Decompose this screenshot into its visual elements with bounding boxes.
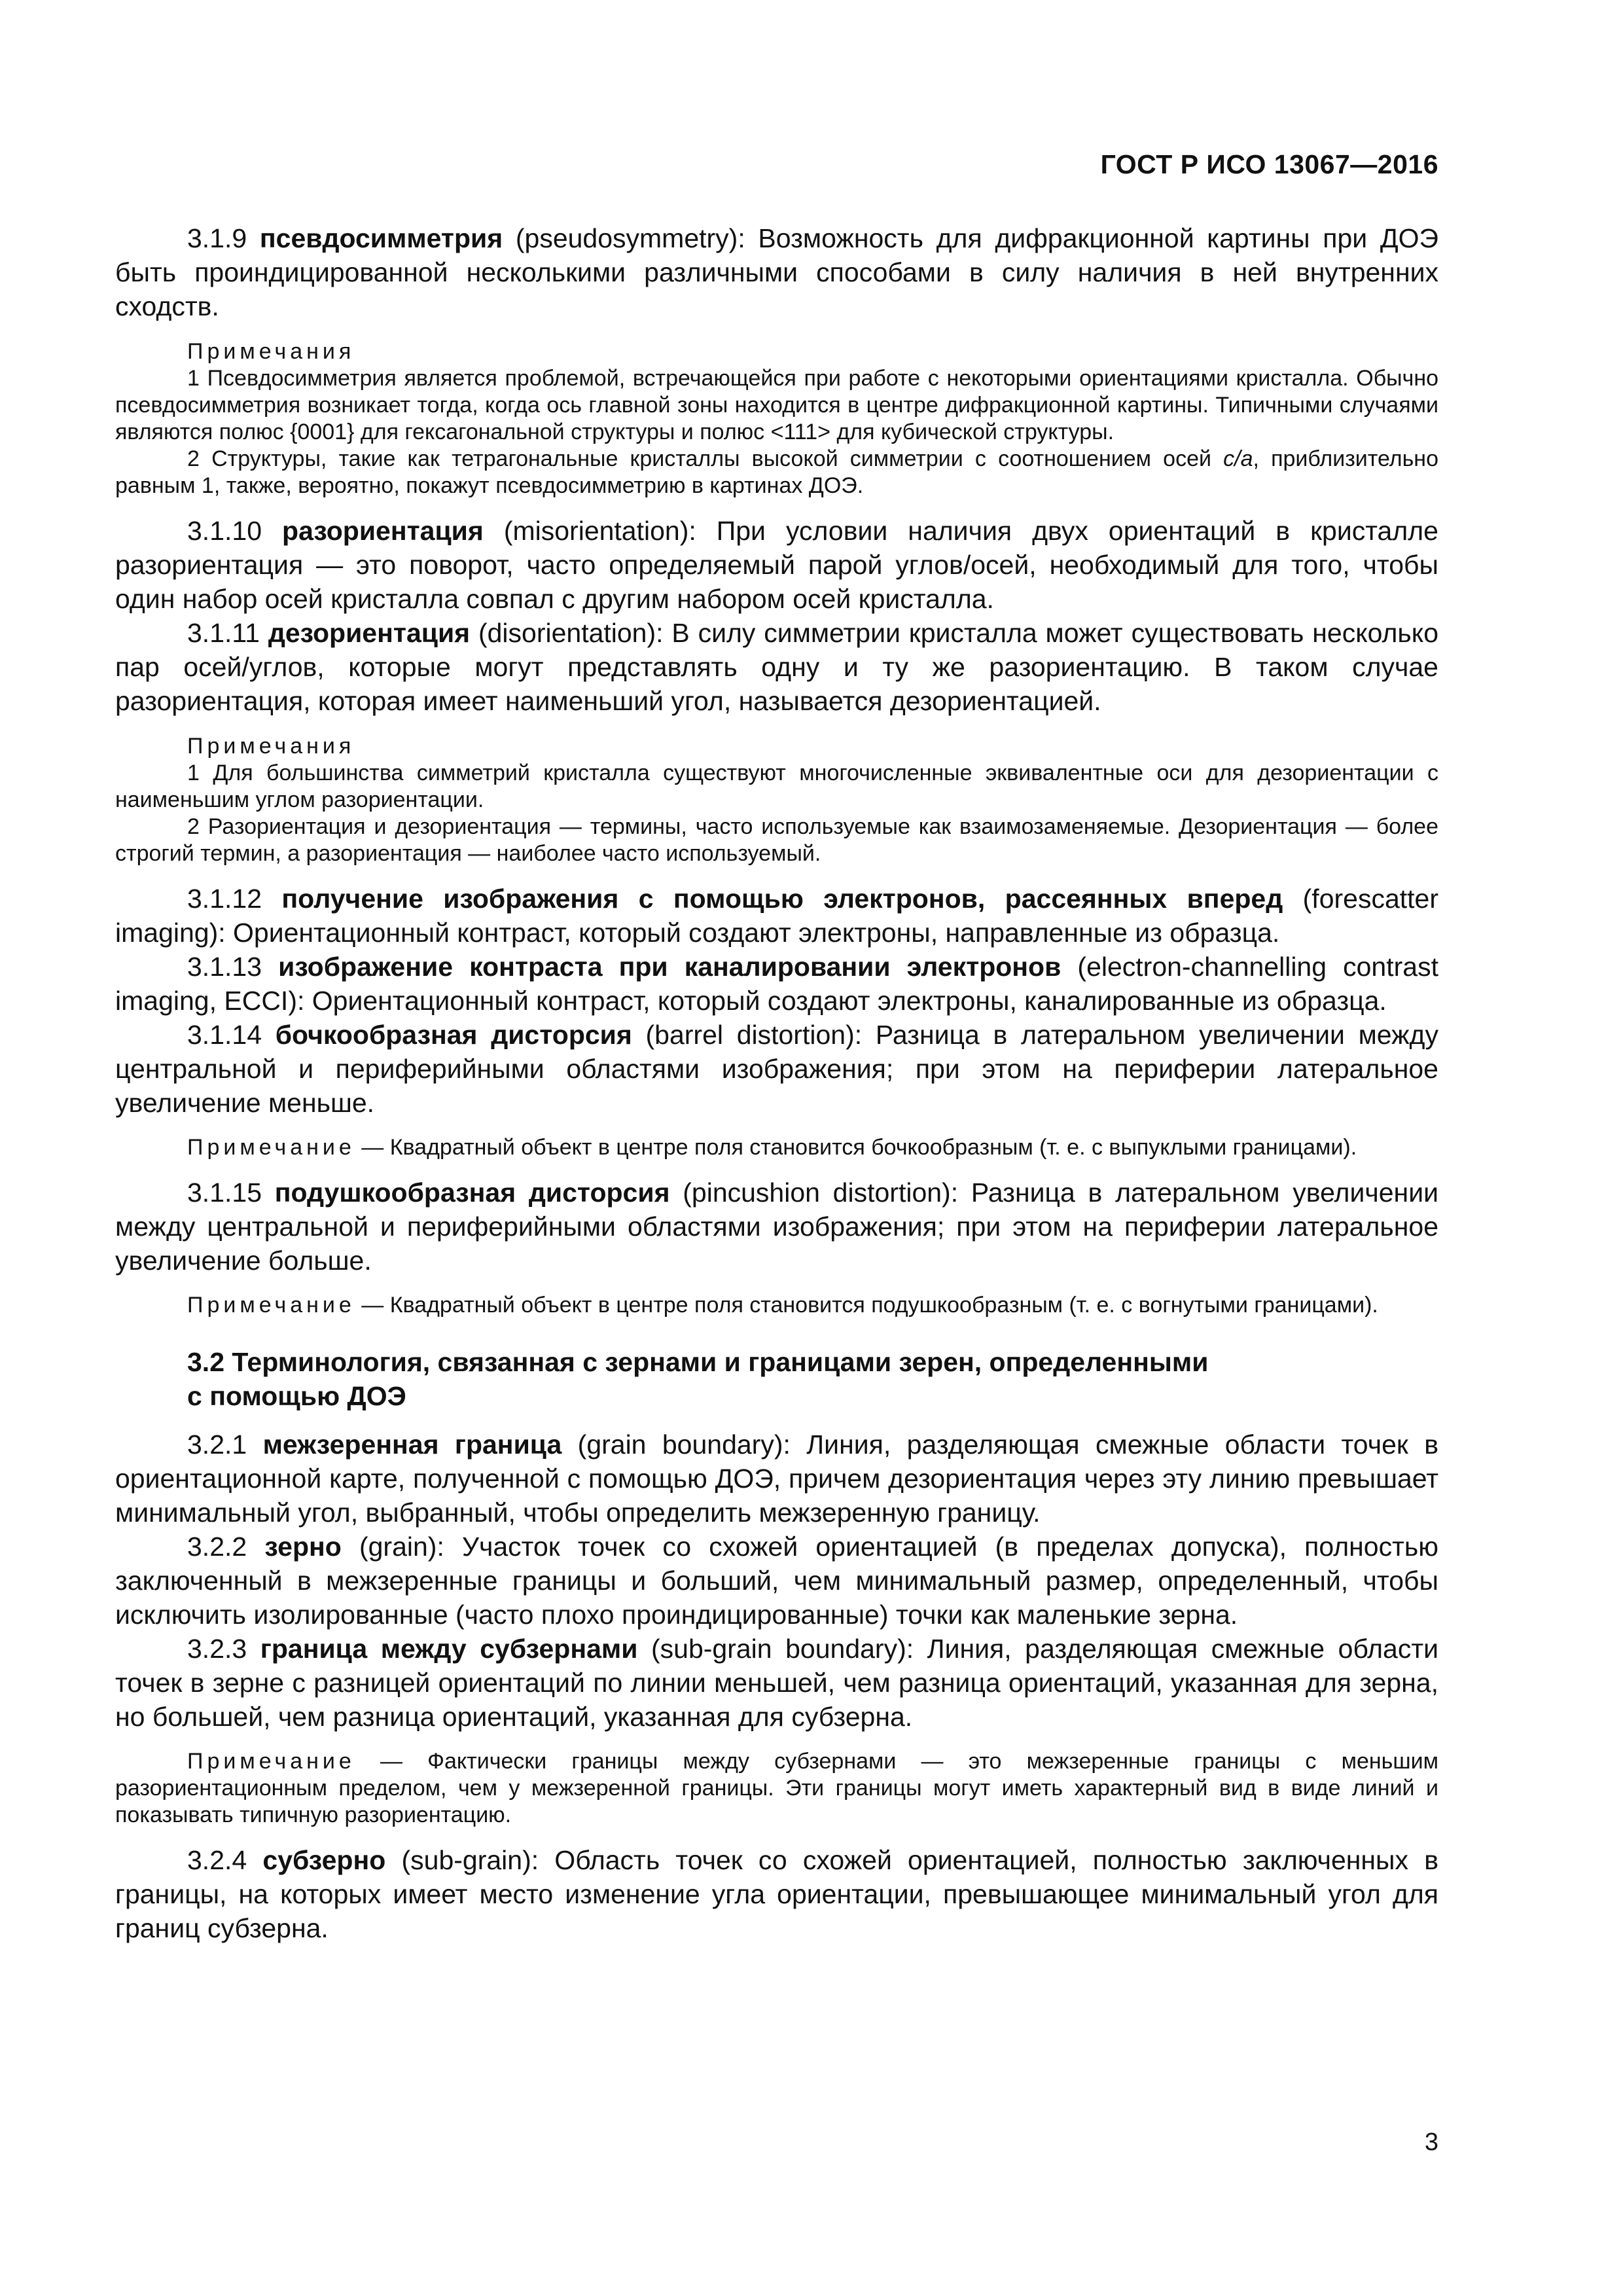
- term-definition: (grain): Участок точек со схожей ориентацией (в пределах допуска), полностью заключенный в межзеренные границы и больший, чем минимальный размер, определенный, чтобы исключить изолированные (часто плохо проиндицированные) точки как маленькие зерна.: [115, 1532, 1438, 1630]
- term-number: 3.1.15: [187, 1177, 262, 1208]
- note-label: Примечание: [187, 1135, 355, 1160]
- page-number: 3: [1424, 2128, 1438, 2156]
- term-3-2-2: [115, 1530, 1438, 1632]
- term-3-2-1: [115, 1427, 1438, 1530]
- term-number: 3.1.11: [187, 618, 260, 648]
- note-single: [115, 1134, 1438, 1161]
- note-item: 1 Для большинства симметрий кристалла существуют многочисленные эквивалентные оси для дезориентации с наименьшим углом разориентации.: [115, 761, 1438, 812]
- note-item: 2 Разориентация и дезориентация — термины, часто используемые как взаимозаменяемые. Дезориентация — более строгий термин, а разориентация — наиболее часто используемый.: [115, 814, 1438, 866]
- term-3-2-3: [115, 1632, 1438, 1734]
- term-3-1-13: [115, 950, 1438, 1018]
- term-definition: (forescatter imaging): Ориентационный контраст, который создают электроны, направленные из образца.: [115, 884, 1438, 948]
- term-3-1-12: [115, 882, 1438, 950]
- document-body: [115, 221, 1438, 1945]
- section-heading: 3.2 Терминология, связанная с зернами и границами зерен, определенными с помощью ДОЭ: [187, 1347, 1209, 1411]
- term-title: межзеренная граница: [262, 1429, 562, 1460]
- term-number: 3.1.13: [187, 952, 262, 982]
- term-title: разориентация: [282, 516, 484, 546]
- term-number: 3.1.10: [187, 516, 262, 546]
- term-title: дезориентация: [268, 618, 471, 648]
- term-number: 3.1.14: [187, 1020, 262, 1050]
- note-label: Примечание: [187, 1749, 355, 1774]
- note-single: [115, 1748, 1438, 1829]
- term-3-1-14: [115, 1018, 1438, 1120]
- note-text: — Квадратный объект в центре поля становится бочкообразным (т. е. с выпуклыми границами).: [355, 1135, 1357, 1160]
- term-definition: (pseudosymmetry): Возможность для дифракционной картины при ДОЭ быть проиндицированной несколькими различными способами в силу наличия в ней внутренних сходств.: [115, 223, 1438, 321]
- term-3-1-10: [115, 514, 1438, 616]
- note-item: 1 Псевдосимметрия является проблемой, встречающейся при работе с некоторыми ориентациями кристалла. Обычно псевдосимметрия возникает тогда, когда ось главной зоны находится в центре дифракционной картины. Типичными случаями являются полюс {0001} для гексагональной структуры и полюс <111> для кубической структуры.: [115, 366, 1438, 444]
- term-number: 3.2.4: [187, 1845, 247, 1875]
- term-title: бочкообразная дисторсия: [275, 1020, 632, 1050]
- term-definition: (disorientation): В силу симметрии кристалла может существовать несколько пар осей/углов, которые могут представлять одну и ту же разориентацию. В таком случае разориентация, которая имеет наименьший угол, называется дезориентацией.: [115, 618, 1438, 716]
- term-definition: (barrel distortion): Разница в латеральном увеличении между центральной и периферийными областями изображения; при этом на периферии латеральное увеличение меньше.: [115, 1020, 1438, 1118]
- note-text: — Квадратный объект в центре поля становится подушкообразным (т. е. с вогнутыми границами).: [355, 1293, 1378, 1318]
- term-number: 3.2.1: [187, 1429, 247, 1460]
- term-title: подушкообразная дисторсия: [274, 1177, 670, 1208]
- note-item: 2 Структуры, такие как тетрагональные кристаллы высокой симметрии с соотношением осей c/a, приблизительно равным 1, также, вероятно, покажут псевдосимметрию в картинах ДОЭ.: [115, 446, 1438, 498]
- term-definition: (sub-grain boundary): Линия, разделяющая смежные области точек в зерне с разницей ориентаций по линии меньшей, чем разница ориентаций, указанная для зерна, но большей, чем разница ориентаций, указанная для субзерна.: [115, 1634, 1438, 1732]
- document-header: ГОСТ Р ИСО 13067—2016: [1100, 149, 1438, 179]
- notes-heading: Примечания: [187, 339, 355, 364]
- term-number: 3.2.3: [187, 1634, 247, 1664]
- term-title: псевдосимметрия: [259, 223, 503, 253]
- term-definition: (pincushion distortion): Разница в латеральном увеличении между центральной и периферийными областями изображения; при этом на периферии латеральное увеличение больше.: [115, 1177, 1438, 1276]
- term-definition: (sub-grain): Область точек со схожей ориентацией, полностью заключенных в границы, на которых имеет место изменение угла ориентации, превышающее минимальный угол для границ субзерна.: [115, 1845, 1438, 1943]
- term-title: граница между субзернами: [260, 1634, 638, 1664]
- term-definition: (electron-channelling contrast imaging, ECCI): Ориентационный контраст, который создают электроны, каналированные из образца.: [115, 952, 1438, 1016]
- term-number: 3.1.12: [187, 884, 262, 914]
- note-label: Примечание: [187, 1293, 355, 1318]
- note-single: [115, 1292, 1438, 1319]
- term-3-1-15: [115, 1175, 1438, 1278]
- term-title: получение изображения с помощью электронов, рассеянных вперед: [281, 884, 1283, 914]
- term-definition: (grain boundary): Линия, разделяющая смежные области точек в ориентационной карте, полученной с помощью ДОЭ, причем дезориентация через эту линию превышает минимальный угол, выбранный, чтобы определить межзеренную границу.: [115, 1429, 1438, 1528]
- term-3-2-4: [115, 1843, 1438, 1945]
- term-title: зерно: [264, 1532, 342, 1562]
- term-number: 3.1.9: [187, 223, 247, 253]
- term-3-1-9: [115, 221, 1438, 323]
- term-definition: (misorientation): При условии наличия двух ориентаций в кристалле разориентация — это поворот, часто определяемый парой углов/осей, необходимый для того, чтобы один набор осей кристалла совпал с другим набором осей кристалла.: [115, 516, 1438, 614]
- notes-heading: Примечания: [187, 734, 355, 759]
- term-3-1-11: [115, 616, 1438, 718]
- note-text: — Фактически границы между субзернами — это межзеренные границы с меньшим разориентационным пределом, чем у межзеренной границы. Эти границы могут иметь характерный вид в виде линий и показывать типичную разориентацию.: [115, 1749, 1438, 1827]
- term-title: субзерно: [262, 1845, 386, 1875]
- term-number: 3.2.2: [187, 1532, 247, 1562]
- term-title: изображение контраста при каналировании электронов: [278, 952, 1061, 982]
